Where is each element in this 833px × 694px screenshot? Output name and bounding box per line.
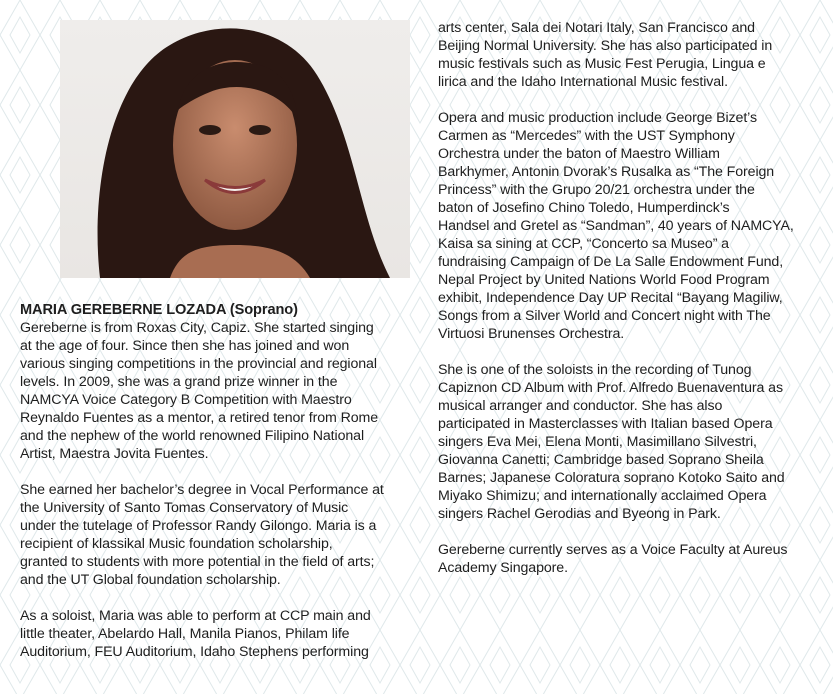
text-line: various singing competitions in the provincial and regional: [20, 356, 377, 372]
right-column: [438, 19, 833, 595]
bio-paragraph: [20, 607, 420, 661]
text-line: arts center, Sala dei Notari Italy, San Francisco and: [438, 20, 755, 36]
text-line: exhibit, Independence Day UP Recital “Bayang Magiliw,: [438, 290, 783, 306]
text-line: music festivals such as Music Fest Perugia, Lingua e: [438, 56, 766, 72]
text-line: and the UT Global foundation scholarship.: [20, 572, 281, 588]
text-line: singers Eva Mei, Elena Monti, Masimillano Silvestri,: [438, 434, 757, 450]
bio-paragraph: [20, 319, 420, 463]
text-line: Barkhymer, Antonin Dvorak’s Rusalka as “The Foreign: [438, 164, 775, 180]
text-line: participated in Masterclasses with Italian based Opera: [438, 416, 773, 432]
bio-paragraph: [438, 541, 833, 577]
text-line: Capiznon CD Album with Prof. Alfredo Buenaventura as: [438, 380, 783, 396]
text-line: the University of Santo Tomas Conservatory of Music: [20, 500, 349, 516]
text-line: Miyako Shimizu; and internationally acclaimed Opera: [438, 488, 767, 504]
text-line: Nepal Project by United Nations World Food Program: [438, 272, 770, 288]
bio-paragraph: [438, 19, 833, 91]
text-line: Giovanna Canetti; Cambridge based Soprano Sheila: [438, 452, 764, 468]
text-line: Auditorium, FEU Auditorium, Idaho Stephens performing: [20, 644, 369, 660]
text-line: levels. In 2009, she was a grand prize winner in the: [20, 374, 338, 390]
text-line: lirica and the Idaho International Music festival.: [438, 74, 728, 90]
text-line: little theater, Abelardo Hall, Manila Pianos, Philam life: [20, 626, 350, 642]
bio-paragraph: [438, 109, 833, 343]
text-line: Carmen as “Mercedes” with the UST Symphony: [438, 128, 735, 144]
text-line: singers Rachel Gerodias and Byeong in Park.: [438, 506, 721, 522]
text-line: Artist, Maestra Jovita Fuentes.: [20, 446, 209, 462]
text-line: baton of Josefino Chino Toledo, Humperdinck’s: [438, 200, 730, 216]
bio-paragraph: [438, 361, 833, 523]
portrait-photo: [60, 20, 410, 278]
text-line: Opera and music production include George Bizet’s: [438, 110, 757, 126]
text-line: She earned her bachelor’s degree in Vocal Performance at: [20, 482, 384, 498]
bio-paragraph: [20, 481, 420, 589]
text-line: recipient of klassikal Music foundation scholarship,: [20, 536, 333, 552]
text-line: fundraising Campaign of De La Salle Endowment Fund,: [438, 254, 784, 270]
text-line: Kaisa sa sining at CCP, “Concerto sa Museo” a: [438, 236, 729, 252]
text-line: Reynaldo Fuentes as a mentor, a retired tenor from Rome: [20, 410, 379, 426]
text-line: granted to students with more potential in the field of arts;: [20, 554, 375, 570]
text-line: Orchestra under the baton of Maestro William: [438, 146, 720, 162]
text-line: at the age of four. Since then she has joined and won: [20, 338, 350, 354]
text-line: Gereberne is from Roxas City, Capiz. She started singing: [20, 320, 374, 336]
text-line: musical arranger and conductor. She has also: [438, 398, 723, 414]
text-line: Barnes; Japanese Coloratura soprano Kotoko Saito and: [438, 470, 785, 486]
text-line: Gereberne currently serves as a Voice Faculty at Aureus: [438, 542, 788, 558]
text-line: Virtuosi Brunenses Orchestra.: [438, 326, 625, 342]
text-line: As a soloist, Maria was able to perform at CCP main and: [20, 608, 371, 624]
text-line: Handsel and Gretel as “Sandman”, 40 years of NAMCYA,: [438, 218, 794, 234]
text-line: Beijing Normal University. She has also participated in: [438, 38, 773, 54]
text-line: NAMCYA Voice Category B Competition with Maestro: [20, 392, 352, 408]
text-line: She is one of the soloists in the recording of Tunog: [438, 362, 752, 378]
text-line: Songs from a Silver World and Concert night with The: [438, 308, 771, 324]
singer-name-heading: MARIA GEREBERNE LOZADA (Soprano): [20, 302, 298, 318]
left-column: [20, 301, 420, 679]
text-line: and the nephew of the world renowned Filipino National: [20, 428, 364, 444]
text-line: Academy Singapore.: [438, 560, 568, 576]
text-line: Princess” with the Grupo 20/21 orchestra under the: [438, 182, 755, 198]
text-line: under the tutelage of Professor Randy Gilongo. Maria is a: [20, 518, 377, 534]
